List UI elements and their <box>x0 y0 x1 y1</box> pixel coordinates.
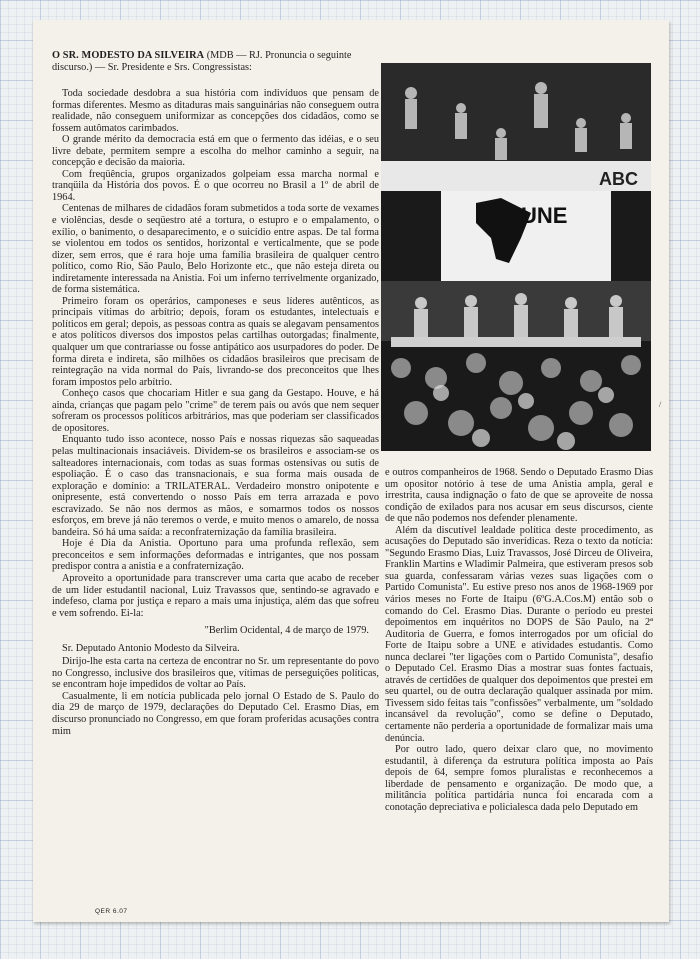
paragraph: Além da discutível lealdade política deste procedimento, as acusações do Deputado são inverídicas. Reza o texto da notícia: "Segundo Erasmo Dias, Luiz Travassos, José Dirceu de Oliveira, Franklin Martins e Wladimir Palmeira, que estiveram presos sob sua guarda, confessaram várias vezes suas ligações com o Partido Comunista". Eu estive preso nos anos de 1968-1969 por vários meses no Forte de Itaipu (6ºG.A.Cos.M) então sob o comando do Cel. Erasmo Dias. Durante o período eu prestei depoimentos em inquéritos no DOPS de São Paulo, na 2ª Auditoria de Guerra, e fomos interrogados por um oficial do Forte de Itaipu sobre a UNE e atividades estudantis. Como nunca declarei "ter ligações com o Partido Comunista", desafio o Deputado Cel. Erasmo Dias a mostrar suas fontes factuais, através de certidões de qualquer dos depoimentos que prestei em seu quartel, ou de outra declaração qualquer assinada por mim. Tivessem sido feitas tais "confissões" verbalmente, um "soldado incansável da revolução", como se define o Deputado, certamente não perderia a oportunidade de formalizar mais uma denúncia. <box>385 524 653 744</box>
paragraph: Conheço casos que chocariam Hitler e sua gang da Gestapo. Houve, e há ainda, crianças que pagam pelo "crime" de terem pais ou avós que nem sequer sofreram os processos políticos arbitrários, mas que poderiam ser classificados de opositores. <box>52 388 379 434</box>
paragraph: Com freqüência, grupos organizados golpeiam essa marcha normal e tranqüila da História dos povos. É o que ocorreu no Brasil a 1º de abril de 1964. <box>52 168 379 203</box>
paragraph: Por outro lado, quero deixar claro que, no movimento estudantil, à diferença da estrutura política imposta ao País depois de 64, sempre fomos pluralistas e reconhecemos a liberdade de pensamento e organização. De modo que, a militância política partidária nunca foi encarada com a conotação depreciativa e policialesca dada pelo Deputado em <box>385 744 653 813</box>
document-page <box>33 20 669 922</box>
letter-paragraph: Casualmente, li em notícia publicada pelo jornal O Estado de S. Paulo do dia 29 de março de 1979, declarações do Deputado Cel. Erasmo Dias, em discurso pronunciado no Congresso, em que foram proferidas acusações contra mim <box>52 690 379 737</box>
speaker-name: O SR. MODESTO DA SILVEIRA <box>52 50 205 61</box>
right-column <box>385 467 653 813</box>
assembly-photo-icon <box>381 63 651 451</box>
paragraph: Aproveito a oportunidade para transcrever uma carta que acabo de receber de um líder estudantil nacional, Luiz Travassos que, sentindo-se agravado e indefeso, clama por justiça e reparo a mais uma injustiça, além das que sofreu e vem sofrendo. Ei-la: <box>52 572 379 619</box>
letter-paragraph: Dirijo-lhe esta carta na certeza de encontrar no Sr. um representante do povo no Congresso, inclusive dos brasileiros que, vítimas de perseguições políticas, se encontram hoje impedidos de voltar ao País. <box>52 656 379 691</box>
speech-intro: (MDB — RJ. Pronuncia o seguinte discurso.) — Sr. Presidente e Srs. Congressistas: <box>52 50 352 73</box>
speech-heading <box>52 50 379 74</box>
left-column <box>52 88 379 737</box>
letter-address: Sr. Deputado Antonio Modesto da Silveira. <box>62 642 240 654</box>
svg-text:ABC: ABC <box>599 169 638 189</box>
paragraph: O grande mérito da democracia está em que o fermento das idéias, e o seu livre debate, permitem sempre a escolha do melhor caminho a seguir, na concepção e decisão da maioria. <box>52 134 379 169</box>
page-code: QER 6.07 <box>95 908 128 915</box>
paragraph: Hoje é Dia da Anistia. Oportuno para uma profunda reflexão, sem preconceitos e sem informações deformadas e intrigantes, que nos possam predispor contra a anistia e a confraternização. <box>52 538 379 573</box>
letter-date: "Berlim Ocidental, 4 de março de 1979. <box>204 625 369 637</box>
paragraph: Primeiro foram os operários, camponeses e seus líderes autênticos, as principais vítimas do arbítrio; depois, foram os estudantes, intelectuais e políticos em geral; depois, as pessoas contra as quais se alegavam pensamentos e atos políticos diversos dos impostos pelas cartilhas outorgadas; finalmente, qualquer um que contrariasse ou fosse antipático aos usurpadores do poder. De forma direta e indireta, são milhões os cidadãos brasileiros que precisam de reintegração na vida normal do País, livrando-se dos preconceitos que lhes foram impostos pelo arbítrio. <box>52 295 379 388</box>
news-photo <box>381 63 651 451</box>
paragraph: Centenas de milhares de cidadãos foram submetidos a toda sorte de vexames e violências, desde o seqüestro até a tortura, o estupro e o empalamento, o exílio, o banimento, o desaparecimento, e o suicídio entre aspas. De tal forma se violentou em todos os sentidos, horizontal e verticalmente, que se pode dizer, sem erros, que é rara hoje uma família brasileira de qualquer centro político, como Rio, São Paulo, Belo Horizonte etc., que não esteja direta ou indiretamente interessada na Anistia. Foi um inferno terrivelmente organizado, de forma sistemática. <box>52 203 379 296</box>
banner-text: UNE <box>521 203 568 228</box>
paragraph: Toda sociedade desdobra a sua história com indivíduos que pensam de formas diferentes. Mesmo as ditaduras mais sanguinárias não conseguem outra realidade, não conseguem uniformizar as concepções dos cidadãos, como se fossem autômatos carimbados. <box>52 88 379 134</box>
paragraph: Enquanto tudo isso acontece, nosso País e nossas riquezas são saqueadas pelas multinacionais insaciáveis. Dividem-se os brasileiros e associam-se os salteadores internacionais, com todas as suas formas ostensivas ou sutis de espoliação. É o caso das transnacionais, e sua forma mais ousada de exploração e domínio: a TRILATERAL. Verdadeiro monstro onipotente e onipresente, está convertendo o nosso País em terra arrazada e povo escravizado. Se não nos dermos as mãos, e somarmos todos os nossos esforços, em breve já não teremos o verde, e muito menos o amarelo, de nossa bandeira. Só há uma saída: a reconfraternização da família brasileira. <box>52 434 379 538</box>
margin-mark: / <box>659 400 662 409</box>
paragraph: e outros companheiros de 1968. Sendo o Deputado Erasmo Dias um opositor notório à tese de uma Anistia ampla, geral e irrestrita, causa indignação o fato de que se aproveite de nossa condição de exilados para nos acusar em seus discursos, ciente de que não podemos nos defender plenamente. <box>385 467 653 525</box>
